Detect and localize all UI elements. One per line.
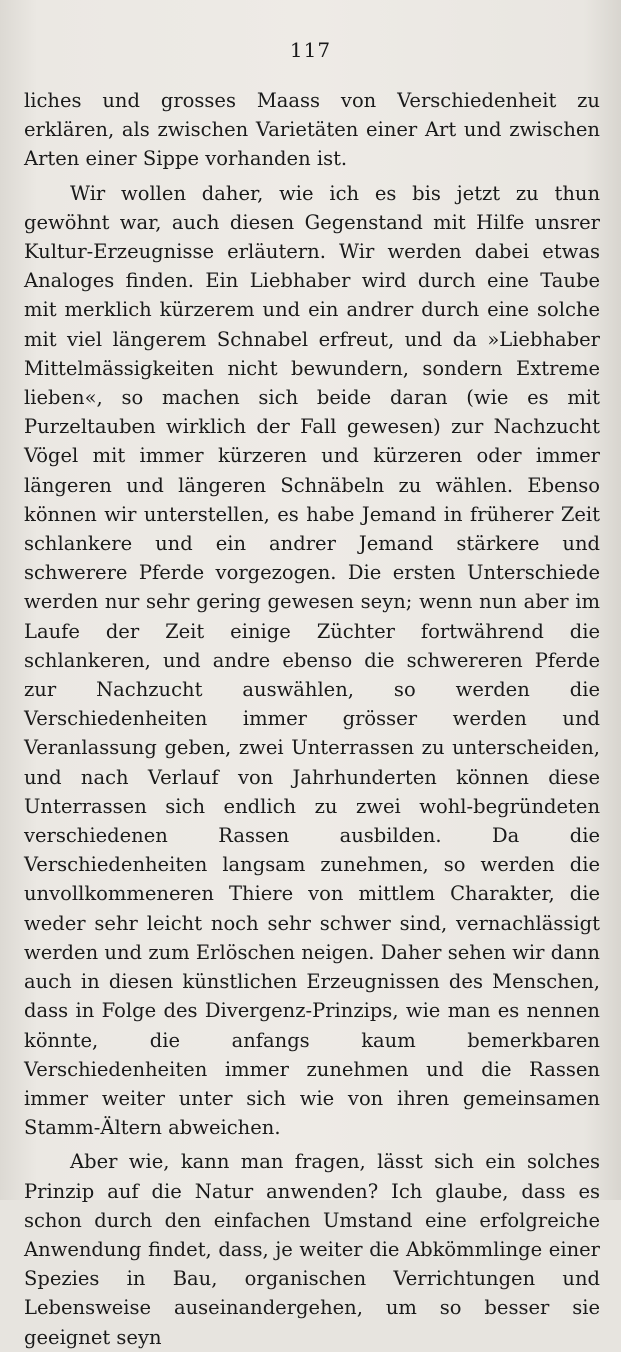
paragraph-divergence-breeding: Wir wollen daher, wie ich es bis jetzt zu thun gewöhnt war, auch diesen Gegenstand mit Hilfe unsrer Kultur-Erzeugnisse erläutern. Wir werden dabei etwas Analoges finden. Ein Liebhaber wird durch eine Taube mit merklich kürzerem und ein andrer durch eine solche mit viel längerem Schnabel erfreut, und da »Liebhaber Mittelmässigkeiten nicht bewundern, sondern Extreme lieben«, so machen sich beide daran (wie es mit Purzeltauben wirklich der Fall gewesen) zur Nachzucht Vögel mit immer kürzeren und kürzeren oder immer längeren und längeren Schnäbeln zu wählen. Ebenso können wir unterstellen, es habe Jemand in früherer Zeit schlankere und ein andrer Jemand stärkere und schwerere Pferde vorgezogen. Die ersten Unterschiede werden nur sehr gering gewesen seyn; wenn nun aber im Laufe der Zeit einige Züchter fortwährend die schlankeren, und andre ebenso die schwereren Pferde zur Nachzucht auswählen, so werden die Verschiedenheiten immer grösser werden und Veranlassung geben, zwei Unterrassen zu unterscheiden, und nach Verlauf von Jahrhunderten können diese Unterrassen sich endlich zu zwei wohl-begründeten verschiedenen Rassen ausbilden. Da die Verschiedenheiten langsam zunehmen, so werden die unvollkommeneren Thiere von mittlem Charakter, die weder sehr leicht noch sehr schwer sind, vernachlässigt werden und zum Erlöschen neigen. Daher sehen wir dann auch in diesen künstlichen Erzeugnissen des Menschen, dass in Folge des Divergenz-Prinzips, wie man es nennen könnte, die anfangs kaum bemerkbaren Verschiedenheiten immer zunehmen und die Rassen immer weiter unter sich wie von ihren gemeinsamen Stamm-Ältern abweichen. xyxy=(24,181,600,1140)
paragraph-nature-application: Aber wie, kann man fragen, lässt sich ein solches Prinzip auf die Natur anwenden? Ich glaube, dass es schon durch den einfachen Umstand eine erfolgreiche Anwendung findet, dass, je weiter die Abkömmlinge einer Spezies in Bau, organischen Verrichtungen und Lebensweise auseinandergehen, um so besser sie geeignet seyn xyxy=(24,1150,600,1349)
body-text xyxy=(24,86,600,1352)
paragraph-continued: liches und grosses Maass von Verschiedenheit zu erklären, als zwischen Varietäten einer Art und zwischen Arten einer Sippe vorhanden ist. xyxy=(24,89,600,171)
page-number: 117 xyxy=(289,38,332,62)
